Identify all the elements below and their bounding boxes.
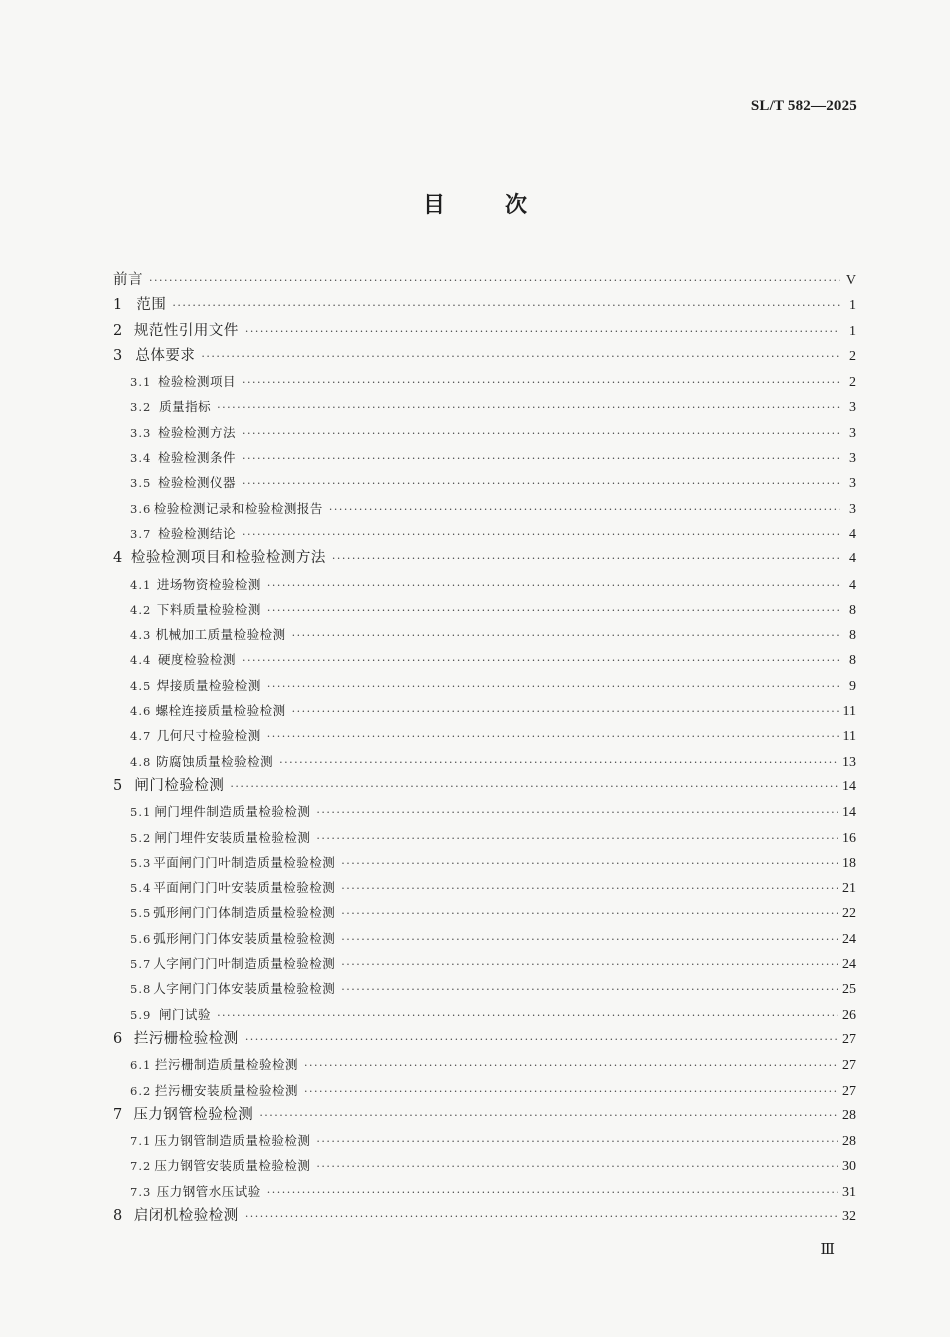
toc-entry[interactable] bbox=[113, 799, 856, 824]
toc-entry-page: 3 bbox=[849, 501, 856, 517]
standard-code: SL/T 582—2025 bbox=[750, 98, 857, 114]
toc-entry[interactable] bbox=[113, 673, 856, 698]
toc-entry-label: 压力钢管制造质量检验检测 bbox=[154, 1133, 311, 1149]
toc-entry-label: 压力钢管检验检测 bbox=[133, 1106, 254, 1123]
toc-entry-number: 5.7 bbox=[130, 957, 152, 972]
toc-entry-number: 4.4 bbox=[130, 653, 152, 668]
toc-entry-page: 3 bbox=[849, 476, 856, 492]
toc-entry-label: 前言 bbox=[113, 272, 143, 288]
toc-entry-page: 11 bbox=[842, 729, 856, 745]
toc-entry-number: 4.5 bbox=[130, 678, 152, 693]
toc-entry-page: 1 bbox=[849, 298, 856, 314]
toc-entry[interactable] bbox=[113, 1103, 856, 1128]
toc-dot-leader bbox=[217, 395, 840, 419]
toc-entry-number: 7.1 bbox=[130, 1134, 152, 1149]
toc-entry-label: 检验检测项目 bbox=[157, 374, 236, 390]
toc-entry-label: 几何尺寸检验检测 bbox=[156, 728, 261, 744]
toc-entry-page: 14 bbox=[842, 805, 856, 821]
toc-entry[interactable] bbox=[113, 622, 856, 647]
toc-dot-leader bbox=[341, 851, 838, 875]
toc-entry-page: 2 bbox=[849, 375, 856, 391]
toc-entry-label: 机械加工质量检验检测 bbox=[155, 627, 286, 643]
toc-dot-leader bbox=[267, 724, 839, 748]
toc-dot-leader bbox=[341, 927, 838, 951]
toc-entry[interactable] bbox=[113, 546, 856, 571]
toc-entry-label: 人字闸门门叶制造质量检验检测 bbox=[153, 956, 336, 972]
table-of-contents bbox=[113, 268, 856, 1229]
toc-entry-number: 5.1 bbox=[130, 805, 152, 820]
toc-entry[interactable] bbox=[113, 344, 856, 369]
toc-title-char-1: 目 bbox=[422, 192, 445, 218]
toc-entry-number: 6.2 bbox=[130, 1083, 152, 1098]
toc-entry-page: 22 bbox=[842, 906, 856, 922]
toc-entry-number: 7.2 bbox=[130, 1159, 152, 1174]
toc-entry[interactable] bbox=[113, 572, 856, 597]
toc-entry-label: 质量指标 bbox=[159, 399, 212, 415]
toc-entry[interactable] bbox=[113, 900, 856, 925]
toc-entry-number: 4 bbox=[113, 550, 123, 567]
toc-entry-number: 3.2 bbox=[130, 400, 152, 415]
toc-entry-number: 1 bbox=[113, 297, 123, 314]
toc-entry-label: 闸门埋件制造质量检验检测 bbox=[154, 804, 311, 820]
toc-entry-label: 拦污栅安装质量检验检测 bbox=[154, 1082, 298, 1098]
toc-entry-page: 27 bbox=[842, 1031, 856, 1047]
toc-dot-leader bbox=[267, 1180, 838, 1204]
toc-entry-number: 3.4 bbox=[130, 451, 152, 466]
toc-entry[interactable] bbox=[113, 926, 856, 951]
toc-entry-page: 8 bbox=[849, 653, 856, 669]
toc-entry-label: 检验检测方法 bbox=[157, 424, 236, 440]
toc-dot-leader bbox=[242, 648, 840, 672]
toc-entry-label: 压力钢管水压试验 bbox=[156, 1183, 261, 1199]
toc-entry-number: 4.2 bbox=[130, 602, 152, 617]
toc-entry-page: 4 bbox=[849, 551, 856, 567]
toc-entry-number: 5.3 bbox=[130, 855, 152, 870]
toc-entry-number: 5.5 bbox=[130, 906, 152, 921]
toc-dot-leader bbox=[304, 1079, 838, 1103]
toc-entry-number: 5 bbox=[113, 777, 123, 794]
toc-dot-leader bbox=[242, 522, 840, 546]
toc-dot-leader bbox=[217, 1003, 838, 1027]
toc-entry[interactable] bbox=[113, 774, 856, 799]
toc-entry-label: 压力钢管安装质量检验检测 bbox=[154, 1158, 311, 1174]
toc-dot-leader bbox=[341, 952, 838, 976]
toc-entry-page: 14 bbox=[842, 778, 856, 794]
toc-entry-number: 2 bbox=[113, 322, 123, 339]
toc-entry-page: 1 bbox=[849, 323, 856, 339]
toc-entry-label: 检验检测记录和检验检测报告 bbox=[153, 500, 323, 516]
toc-entry-label: 弧形闸门门体制造质量检验检测 bbox=[153, 905, 336, 921]
toc-entry[interactable] bbox=[113, 369, 856, 394]
toc-dot-leader bbox=[304, 1053, 838, 1077]
toc-entry-page: 24 bbox=[842, 931, 856, 947]
toc-dot-leader bbox=[242, 471, 840, 495]
toc-entry[interactable] bbox=[113, 1204, 856, 1229]
toc-entry[interactable] bbox=[113, 1128, 856, 1153]
toc-entry-page: 8 bbox=[849, 628, 856, 644]
toc-entry[interactable] bbox=[113, 698, 856, 723]
toc-dot-leader bbox=[341, 977, 838, 1001]
toc-entry-number: 5.8 bbox=[130, 982, 152, 997]
toc-entry[interactable] bbox=[113, 850, 856, 875]
toc-entry-page: 28 bbox=[842, 1107, 856, 1123]
toc-entry-label: 检验检测结论 bbox=[157, 525, 236, 541]
toc-dot-leader bbox=[259, 1103, 838, 1128]
toc-entry-label: 硬度检验检测 bbox=[157, 652, 236, 668]
toc-entry-number: 4.3 bbox=[130, 628, 152, 643]
toc-entry-page: 30 bbox=[842, 1159, 856, 1175]
toc-entry-page: 4 bbox=[849, 526, 856, 542]
toc-entry-page: 4 bbox=[849, 577, 856, 593]
toc-dot-leader bbox=[149, 268, 840, 293]
toc-entry[interactable] bbox=[113, 723, 856, 748]
toc-dot-leader bbox=[316, 1154, 838, 1178]
toc-dot-leader bbox=[242, 421, 840, 445]
toc-entry[interactable] bbox=[113, 1002, 856, 1027]
toc-entry-number: 5.4 bbox=[130, 881, 152, 896]
toc-entry-page: 24 bbox=[842, 957, 856, 973]
toc-entry-page: 18 bbox=[842, 855, 856, 871]
toc-entry-number: 4.8 bbox=[130, 754, 152, 769]
toc-entry-page: 26 bbox=[842, 1007, 856, 1023]
toc-entry-page: 16 bbox=[842, 830, 856, 846]
toc-entry-number: 3 bbox=[113, 347, 123, 364]
toc-entry-label: 闸门检验检测 bbox=[134, 777, 225, 794]
toc-entry-number: 8 bbox=[113, 1207, 123, 1224]
toc-entry[interactable] bbox=[113, 875, 856, 900]
toc-entry[interactable] bbox=[113, 976, 856, 1001]
toc-entry-label: 平面闸门门叶安装质量检验检测 bbox=[153, 880, 336, 896]
toc-entry-page: 3 bbox=[849, 451, 856, 467]
toc-entry-number: 5.6 bbox=[130, 931, 152, 946]
toc-entry-number: 6 bbox=[113, 1030, 123, 1047]
toc-dot-leader bbox=[267, 674, 840, 698]
toc-entry-number: 3.6 bbox=[130, 501, 152, 516]
toc-entry[interactable] bbox=[113, 597, 856, 622]
toc-dot-leader bbox=[245, 319, 840, 344]
toc-dot-leader bbox=[201, 344, 840, 369]
toc-entry-label: 检验检测条件 bbox=[157, 450, 236, 466]
toc-entry[interactable] bbox=[113, 1179, 856, 1204]
toc-entry-label: 拦污栅检验检测 bbox=[133, 1030, 239, 1047]
toc-entry[interactable] bbox=[113, 1027, 856, 1052]
toc-entry-number: 3.1 bbox=[130, 375, 152, 390]
toc-entry-number: 7 bbox=[113, 1106, 123, 1123]
toc-entry-label: 规范性引用文件 bbox=[133, 322, 239, 339]
toc-entry-number: 7.3 bbox=[130, 1184, 152, 1199]
toc-entry-number: 4.7 bbox=[130, 729, 152, 744]
toc-entry[interactable] bbox=[113, 825, 856, 850]
toc-entry-page: 31 bbox=[842, 1184, 856, 1200]
toc-entry[interactable] bbox=[113, 1052, 856, 1077]
toc-entry[interactable] bbox=[113, 420, 856, 445]
toc-entry[interactable] bbox=[113, 319, 856, 344]
toc-dot-leader bbox=[172, 293, 840, 318]
toc-entry-label: 检验检测仪器 bbox=[157, 475, 236, 491]
toc-entry-label: 焊接质量检验检测 bbox=[156, 677, 261, 693]
toc-entry[interactable] bbox=[113, 496, 856, 521]
toc-entry-number: 4.6 bbox=[130, 704, 152, 719]
toc-entry-page: 32 bbox=[842, 1208, 856, 1224]
toc-dot-leader bbox=[316, 826, 838, 850]
toc-entry-label: 弧形闸门门体安装质量检验检测 bbox=[153, 930, 336, 946]
toc-dot-leader bbox=[267, 598, 840, 622]
toc-dot-leader bbox=[332, 546, 840, 571]
toc-entry[interactable] bbox=[113, 1153, 856, 1178]
toc-entry[interactable] bbox=[113, 951, 856, 976]
toc-entry[interactable] bbox=[113, 647, 856, 672]
toc-dot-leader bbox=[316, 800, 838, 824]
toc-dot-leader bbox=[245, 1204, 838, 1229]
toc-entry-number: 3.7 bbox=[130, 526, 152, 541]
page-number: Ⅲ bbox=[820, 1242, 835, 1258]
toc-dot-leader bbox=[230, 774, 838, 799]
toc-title bbox=[0, 188, 950, 219]
toc-entry[interactable] bbox=[113, 445, 856, 470]
toc-entry-label: 螺栓连接质量检验检测 bbox=[155, 703, 286, 719]
toc-entry-page: 3 bbox=[849, 425, 856, 441]
toc-dot-leader bbox=[242, 446, 840, 470]
toc-entry-label: 人字闸门门体安装质量检验检测 bbox=[153, 981, 336, 997]
toc-entry-label: 检验检测项目和检验检测方法 bbox=[130, 550, 326, 567]
toc-entry-label: 闸门试验 bbox=[159, 1006, 212, 1022]
toc-entry-label: 平面闸门门叶制造质量检验检测 bbox=[153, 854, 336, 870]
toc-entry-label: 闸门埋件安装质量检验检测 bbox=[154, 829, 311, 845]
toc-entry-page: 8 bbox=[849, 602, 856, 618]
toc-dot-leader bbox=[329, 497, 840, 521]
toc-entry[interactable] bbox=[113, 749, 856, 774]
toc-entry[interactable] bbox=[113, 470, 856, 495]
toc-entry-number: 3.5 bbox=[130, 476, 152, 491]
toc-dot-leader bbox=[292, 623, 840, 647]
toc-entry-label: 下料质量检验检测 bbox=[156, 601, 261, 617]
toc-entry-page: 28 bbox=[842, 1134, 856, 1150]
toc-entry-page: 27 bbox=[842, 1083, 856, 1099]
toc-entry-number: 6.1 bbox=[130, 1058, 152, 1073]
toc-dot-leader bbox=[316, 1129, 838, 1153]
toc-entry-page: 27 bbox=[842, 1058, 856, 1074]
toc-entry-label: 总体要求 bbox=[135, 347, 196, 364]
toc-dot-leader bbox=[245, 1027, 838, 1052]
toc-entry-number: 4.1 bbox=[130, 577, 152, 592]
toc-entry-page: 11 bbox=[842, 704, 856, 720]
toc-entry-page: 3 bbox=[849, 400, 856, 416]
toc-entry-page: 2 bbox=[849, 348, 856, 364]
toc-entry-page: 13 bbox=[842, 754, 856, 770]
toc-entry-page: V bbox=[845, 273, 856, 288]
toc-entry-number: 5.2 bbox=[130, 830, 152, 845]
toc-entry[interactable] bbox=[113, 1078, 856, 1103]
toc-dot-leader bbox=[292, 699, 839, 723]
toc-entry[interactable] bbox=[113, 394, 856, 419]
toc-entry-label: 启闭机检验检测 bbox=[133, 1207, 239, 1224]
toc-entry-page: 9 bbox=[849, 678, 856, 694]
toc-entry[interactable] bbox=[113, 521, 856, 546]
toc-entry[interactable] bbox=[113, 293, 856, 318]
toc-entry-label: 进场物资检验检测 bbox=[156, 576, 261, 592]
toc-dot-leader bbox=[267, 573, 840, 597]
toc-dot-leader bbox=[279, 750, 838, 774]
toc-entry-page: 25 bbox=[842, 982, 856, 998]
toc-entry-number: 5.9 bbox=[130, 1007, 152, 1022]
toc-entry-page: 21 bbox=[842, 881, 856, 897]
toc-dot-leader bbox=[242, 370, 840, 394]
toc-entry-label: 拦污栅制造质量检验检测 bbox=[154, 1057, 298, 1073]
toc-entry-number: 3.3 bbox=[130, 425, 152, 440]
toc-title-char-2: 次 bbox=[505, 192, 528, 218]
toc-dot-leader bbox=[341, 876, 838, 900]
toc-entry-label: 范围 bbox=[136, 297, 167, 314]
toc-dot-leader bbox=[341, 901, 838, 925]
toc-entry-label: 防腐蚀质量检验检测 bbox=[156, 753, 274, 769]
toc-entry[interactable] bbox=[113, 268, 856, 293]
